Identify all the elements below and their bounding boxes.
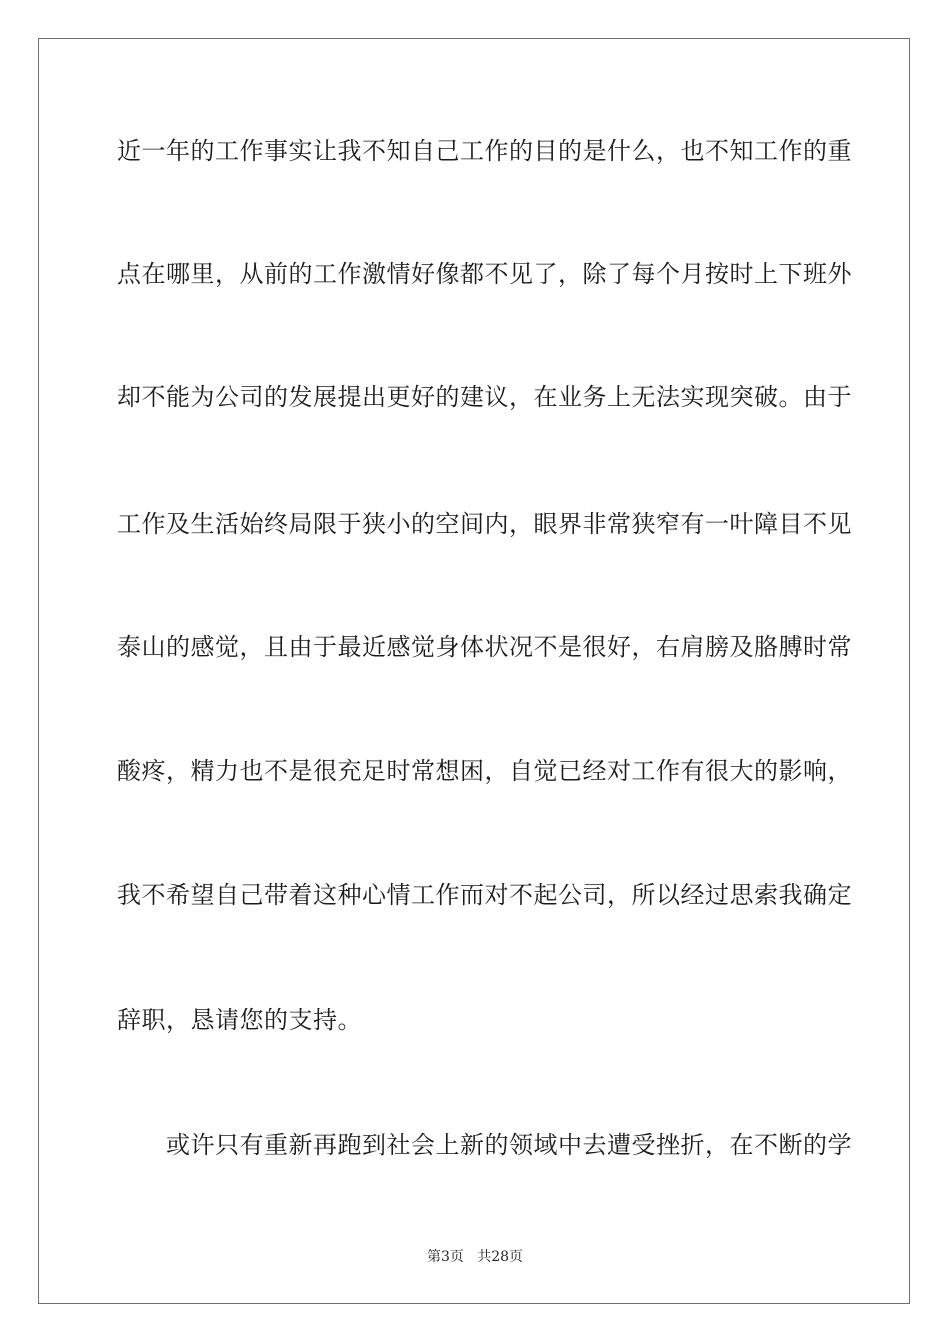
body-text-line-6: 酸疼，精力也不是很充足时常想困，自觉已经对工作有很大的影响， bbox=[117, 757, 852, 785]
body-text-line-3: 却不能为公司的发展提出更好的建议，在业务上无法实现突破。由于 bbox=[117, 383, 852, 411]
body-text-line-2: 点在哪里，从前的工作激情好像都不见了，除了每个月按时上下班外 bbox=[117, 260, 852, 288]
body-text-line-5: 泰山的感觉，且由于最近感觉身体状况不是很好，右肩膀及胳膊时常 bbox=[117, 633, 852, 661]
body-text-line-1: 近一年的工作事实让我不知自己工作的目的是什么，也不知工作的重 bbox=[117, 137, 852, 165]
page-number-footer: 第3页 共28页 bbox=[426, 1249, 524, 1265]
page-border bbox=[38, 38, 910, 1304]
body-text-line-8: 辞职，恳请您的支持。 bbox=[117, 1006, 362, 1034]
body-text-line-7: 我不希望自己带着这种心情工作而对不起公司，所以经过思索我确定 bbox=[117, 881, 852, 909]
body-text-line-4: 工作及生活始终局限于狭小的空间内，眼界非常狭窄有一叶障目不见 bbox=[117, 510, 852, 538]
body-text-line-9: 或许只有重新再跑到社会上新的领域中去遭受挫折，在不断的学 bbox=[166, 1131, 852, 1159]
